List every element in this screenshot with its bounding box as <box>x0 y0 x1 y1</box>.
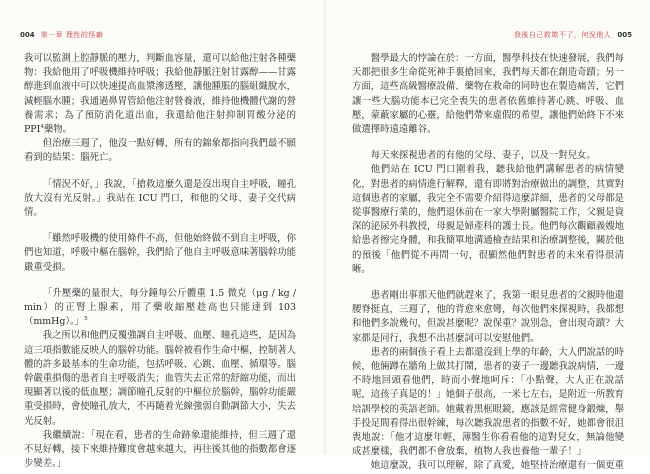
paragraph-text: 患者的兩個孩子看上去都還沒到上學的年齡，大人們說話的時候，他倆蹲在牆角上做其打鬧，患者的妻子一邊聽我說病情，一邊不時地回頭看他們，時而小聲地呵斥：「小點聲，大人正在說話呢，這孩子真是的！」她個子很高，一米七左右，是附近一所教育培訓學校的英語老師。她戴着黑框眼鏡，應該是經常健身鍛煉，舉手投足間看得出很幹練，每次聽我說患者的指數不好，她都會很沮喪地說：「他才這麼年輕，薄醫生你看看他的這對兒女，無論他變成甚麼樣，我們都不會放棄，植物人我也養他一輩子！」 <box>352 346 624 458</box>
paragraph-text: 我繼續說：「現在看，患者的生命跡象還能維持，但三週了還不見好轉，接下來維持難度會越來越大，再往後其他的指數都會逐步變差。」 <box>24 429 296 470</box>
body-paragraph <box>24 329 296 428</box>
paragraph-text: 患者剛出事那天他們就趕來了，我第一眼見患者的父親時他還腰脊挺直，三週了，他的背愈來愈彎，每次他們來探視時，我都想和他們多說幾句，但說甚麼呢？說保重？說別急，會出現奇蹟？大家都是同行，我想不出甚麼詞可以安慰他們。 <box>352 290 624 344</box>
body-paragraph <box>352 149 624 163</box>
paragraph-spacer <box>24 166 296 178</box>
paragraph-spacer <box>24 220 296 232</box>
right-running-head: 我後自己救欺不了，何況他人 <box>513 31 612 39</box>
footnote-marker: 5 <box>84 316 88 323</box>
paragraph-text: 醫學最大的悖論在於：一方面，醫學科技在快速發展，我們每天都把很多生命從死神手裏搶回來，我們每天都在創造奇蹟；另一方面，這些高級醫療設備、藥物在救命的同時也在製造痛苦，它們讓一些大腦功能本已完全喪失的患者依舊維持著心跳、呼吸、血壓，蒙蔽家屬的心靈，給他們帶來虛假的希望，讓他們始終下不來做選擇時遠遠離谷。 <box>352 53 624 136</box>
left-page-header <box>20 29 103 41</box>
paragraph-text: 「升壓藥的量很大，每分鐘每公斤體重 1.5 微克（μg / kg / min）的正腎上腺素，用了藥收縮壓趁高也只能達到 103（mmHg）。」 <box>24 287 296 328</box>
paragraph-text: 每天來探視患者的有他的父母、妻子，以及一對兒女。 <box>370 150 596 162</box>
left-running-head: 第一章 理性的怪癖 <box>40 31 104 39</box>
left-page <box>0 0 324 470</box>
body-paragraph <box>352 289 624 346</box>
paragraph-text: 我可以監測上腔靜脈的壓力，判斷血容量，還可以給他注射各種藥物：我給他用了呼吸機維持呼吸；我給他靜脈注射甘露醇——甘露醇進到血液中可以快速提高血漿滲透壓，讓他腫脹的腦組織脫水，減輕腦水腫；我通過鼻胃管給他注射營養液，維持他機體代謝的營養需求；為了預防消化道出血，我還給他注射抑制胃酸分泌的 PPI <box>24 53 296 136</box>
paragraph-text: 他們站在 ICU 門口圍着我，聽我給他們講解患者的病情變化，對患者的病情進行解釋，還有即將對治療做出的調整，其實對這個患者的家屬，我完全不需要介紹得這麼詳細，患者的父母都是從事醫療行業的，他們退休前在一家大學附屬醫院工作，父親是資深的泌尿外科教授，母親是婦產科的護士長。他們每次觀顧義嫂地給患者擦完身體，和我簡單地溝通檢查結果和治療調整後，關於他的預後「他們從不再問一句，很顯然他們對患者的未來看得很清晰。 <box>352 164 624 275</box>
body-paragraph <box>352 163 624 277</box>
paragraph-text-tail: 藥物。 <box>43 124 72 136</box>
paragraph-spacer <box>352 277 624 289</box>
paragraph-text: 「雖然呼吸機的使用條件不高，但他始終做不到自主呼吸，你們也知道，呼吸中樞在腦幹，我們給了他自主呼吸意味著腦幹功能嚴重受損。 <box>24 233 296 273</box>
paragraph-text: 我之所以和他們反覆強調自主呼吸、血壓、瞳孔這些，是因為這三項指數能反映人的腦幹功能。腦幹被看作生命中樞，控制著人體的許多最基本的生命功能，包括呼吸、心跳、血壓、循環等。腦幹嚴重損傷的患者自主呼吸消失；血管失去正常的舒縮功能，而出現顯著以後的低血壓；調節瞳孔反射的中樞位於腦幹，腦幹功能嚴重受損時，會使瞳孔放大，不再隨着光線強弱自動調節大小，失去光反射。 <box>24 330 296 427</box>
body-paragraph <box>352 52 624 137</box>
paragraph-text: 但治療三週了，他沒一點好轉，所有的錦象都指向我們最不願看到的結果：腦死亡。 <box>24 138 296 164</box>
paragraph-spacer <box>352 137 624 149</box>
paragraph-spacer <box>24 275 296 287</box>
right-page <box>326 0 650 472</box>
body-paragraph <box>24 232 296 275</box>
right-page-body <box>352 52 624 474</box>
body-paragraph <box>24 178 296 221</box>
right-page-header <box>514 29 632 41</box>
footnote-marker: 4 <box>40 123 44 130</box>
paragraph-text: 「情況不好，」我說，「搶救這麼久還是沒出現自主呼吸，瞳孔放大沒有光反射。」我站在 ICU 門口，和他的父母、妻子交代病情。 <box>24 178 296 219</box>
left-page-body <box>24 52 296 471</box>
body-paragraph <box>24 429 296 472</box>
body-paragraph <box>352 346 624 460</box>
right-page-number: 005 <box>617 31 632 39</box>
left-page-number: 004 <box>20 31 35 39</box>
body-paragraph <box>352 459 624 473</box>
body-paragraph <box>24 287 296 330</box>
body-paragraph <box>24 52 296 137</box>
paragraph-text: 她這麼說，我可以理解，除了真愛，她堅持治療還有一個更重 <box>370 460 624 472</box>
body-paragraph <box>24 137 296 165</box>
